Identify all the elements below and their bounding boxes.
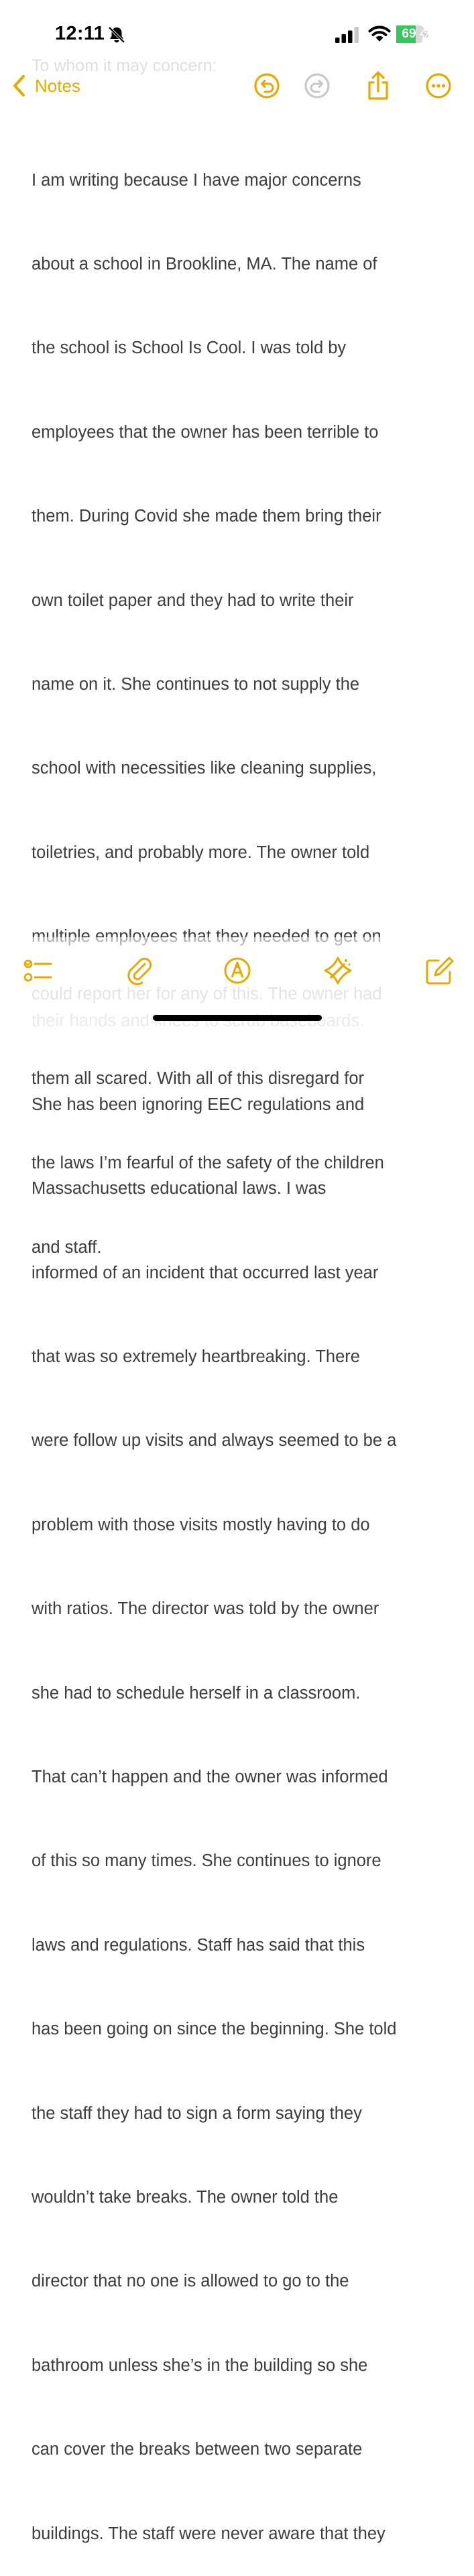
note-line: director that no one is allowed to go to the	[32, 2272, 349, 2291]
note-line: were follow up visits and always seemed to be a	[32, 1431, 397, 1451]
status-time: 12:11	[55, 23, 105, 44]
note-line: of this so many times. She continues to ignore	[32, 1851, 381, 1871]
note-heading-partial: To whom it may concern:	[32, 56, 217, 75]
note-line: wouldn’t take breaks. The owner told the	[32, 2187, 339, 2207]
note-line: buildings. The staff were never aware that they	[32, 2524, 386, 2543]
markup-icon[interactable]	[221, 955, 253, 987]
checklist-icon[interactable]	[21, 955, 54, 987]
note-line: She has been ignoring EEC regulations and	[32, 1095, 365, 1114]
note-line: I am writing because I have major concerns	[32, 170, 361, 190]
note-line: name on it. She continues to not supply the	[32, 674, 360, 694]
home-indicator[interactable]	[153, 1015, 322, 1021]
note-line: school with necessities like cleaning supplies,	[32, 759, 377, 778]
note-line: them. During Covid she made them bring their	[32, 507, 381, 526]
note-line: them all scared. With all of this disregard for	[32, 1069, 365, 1088]
note-line: she had to schedule herself in a classroom.	[32, 1683, 361, 1703]
note-line: problem with those visits mostly having to do	[32, 1515, 370, 1534]
note-line: the laws I’m fearful of the safety of the children	[32, 1154, 384, 1172]
note-line: informed of an incident that occurred last year	[32, 1263, 379, 1282]
note-body[interactable]	[32, 111, 454, 2576]
note-line: toiletries, and probably more. The owner told	[32, 843, 370, 862]
note-line: that was so extremely heartbreaking. There	[32, 1347, 360, 1367]
bottom-toolbar	[0, 950, 474, 991]
note-line: can cover the breaks between two separate	[32, 2440, 363, 2459]
note-line: laws and regulations. Staff has said that this	[32, 1935, 365, 1955]
attachment-icon[interactable]	[123, 955, 155, 987]
note-line: That can’t happen and the owner was informed	[32, 1768, 388, 1787]
chevron-left-icon	[12, 74, 27, 97]
writing-tools-icon[interactable]	[322, 955, 354, 987]
note-line: own toilet paper and they had to write their	[32, 591, 354, 610]
charging-bolt-icon	[419, 27, 430, 41]
compose-icon[interactable]	[424, 955, 456, 987]
battery-percent: 69	[402, 27, 416, 41]
wifi-icon	[368, 25, 391, 43]
undo-icon[interactable]	[252, 71, 282, 101]
cellular-signal-icon	[335, 27, 361, 43]
note-line: Massachusetts educational laws. I was	[32, 1179, 327, 1199]
note-line: the school is School Is Cool. I was told by	[32, 339, 347, 358]
bell-slash-icon	[107, 25, 126, 44]
back-label: Notes	[35, 75, 80, 96]
note-line: with ratios. The director was told by the owner	[32, 1599, 379, 1619]
battery-indicator	[396, 25, 431, 43]
more-icon[interactable]	[424, 71, 453, 101]
note-line: and staff.	[32, 1238, 102, 1257]
note-line: the staff they had to sign a form saying they	[32, 2103, 362, 2123]
status-bar	[0, 0, 474, 67]
redo-icon[interactable]	[302, 71, 332, 101]
back-to-notes-button[interactable]	[12, 71, 80, 101]
note-line: employees that the owner has been terrible to	[32, 422, 379, 442]
nav-bar	[0, 67, 474, 105]
note-line: has been going on since the beginning. She told	[32, 2020, 397, 2039]
note-line: bathroom unless she’s in the building so she	[32, 2355, 368, 2375]
note-line: about a school in Brookline, MA. The name of	[32, 254, 377, 273]
share-icon[interactable]	[363, 71, 393, 101]
